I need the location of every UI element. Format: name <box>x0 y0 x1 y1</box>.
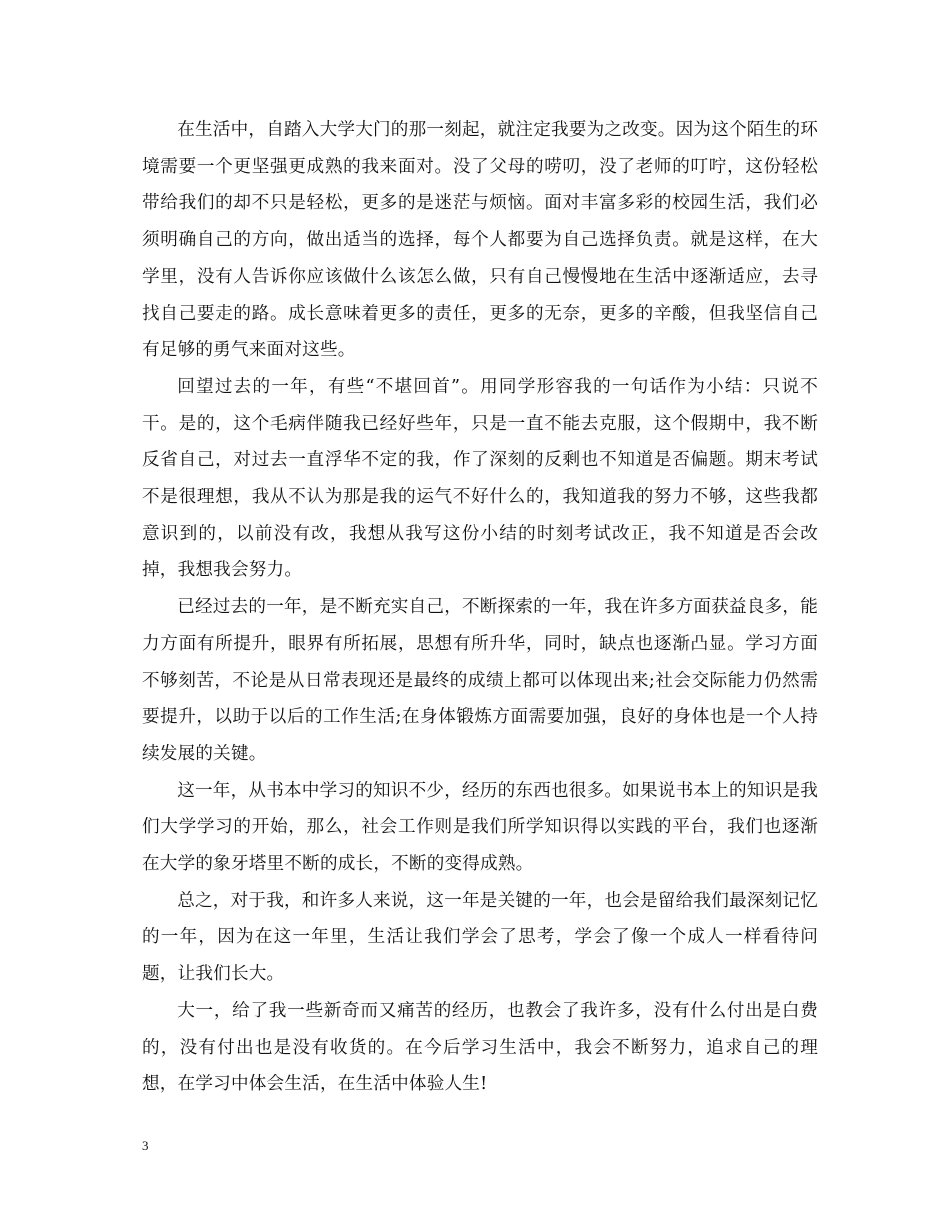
paragraph-5: 总之，对于我，和许多人来说，这一年是关键的一年，也会是留给我们最深刻记忆的一年，因为在这一年里，生活让我们学会了思考，学会了像一个成人一样看待问题，让我们长大。 <box>142 890 818 985</box>
page-number: 3 <box>142 1138 149 1153</box>
paragraph-6: 大一，给了我一些新奇而又痛苦的经历，也教会了我许多，没有什么付出是白费的，没有付出也是没有收货的。在今后学习生活中，我会不断努力，追求自己的理想，在学习中体会生活，在生活中体验人生! <box>142 1000 818 1095</box>
paragraph-2: 回望过去的一年，有些“不堪回首”。用同学形容我的一句话作为小结：只说不干。是的，这个毛病伴随我已经好些年，只是一直不能去克服，这个假期中，我不断反省自己，对过去一直浮华不定的我，作了深刻的反剩也不知道是否偏题。期末考试不是很理想，我从不认为那是我的运气不好什么的，我知道我的努力不够，这些我都意识到的，以前没有改，我想从我写这份小结的时刻考试改正，我不知道是否会改掉，我想我会努力。 <box>142 376 818 581</box>
paragraph-4: 这一年，从书本中学习的知识不少，经历的东西也很多。如果说书本上的知识是我们大学学习的开始，那么，社会工作则是我们所学知识得以实践的平台，我们也逐渐在大学的象牙塔里不断的成长，不断的变得成熟。 <box>142 780 818 875</box>
paragraph-3: 已经过去的一年，是不断充实自己，不断探索的一年，我在许多方面获益良多，能力方面有所提升，眼界有所拓展，思想有所升华，同时，缺点也逐渐凸显。学习方面不够刻苦，不论是从日常表现还是最终的成绩上都可以体现出来;社会交际能力仍然需要提升，以助于以后的工作生活;在身体锻炼方面需要加强，良好的身体也是一个人持续发展的关键。 <box>142 597 818 764</box>
paragraph-1: 在生活中，自踏入大学大门的那一刻起，就注定我要为之改变。因为这个陌生的环境需要一个更坚强更成熟的我来面对。没了父母的唠叨，没了老师的叮咛，这份轻松带给我们的却不只是轻松，更多的是迷茫与烦恼。面对丰富多彩的校园生活，我们必须明确自己的方向，做出适当的选择，每个人都要为自己选择负责。就是这样，在大学里，没有人告诉你应该做什么该怎么做，只有自己慢慢地在生活中逐渐适应，去寻找自己要走的路。成长意味着更多的责任，更多的无奈，更多的辛酸，但我坚信自己有足够的勇气来面对这些。 <box>142 120 818 361</box>
document-body <box>142 112 818 1103</box>
